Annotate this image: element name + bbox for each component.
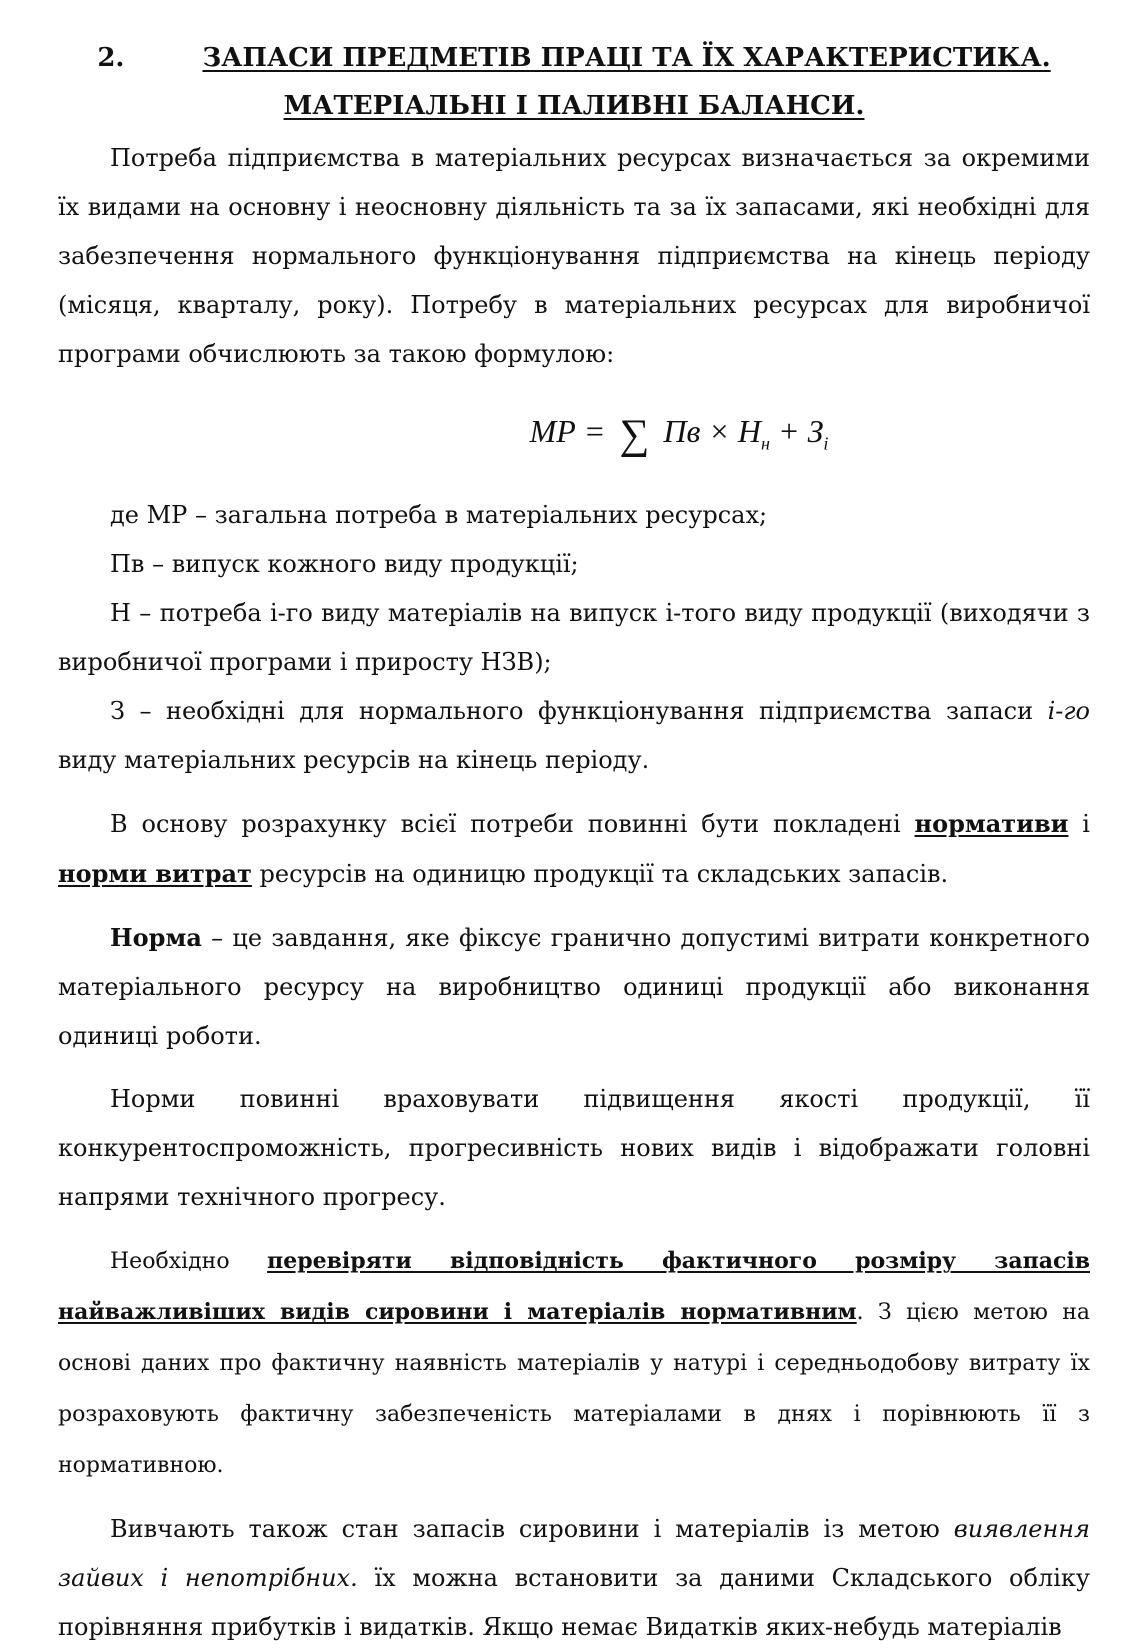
basis-and: і: [1068, 810, 1090, 839]
sum-symbol: ∑: [619, 412, 650, 458]
basis-paragraph: [58, 799, 1090, 899]
definition-mr: де МР – загальна потреба в матеріальних ресурсах;: [110, 501, 768, 530]
study-italic: виявлення зайвих і непотрібних.: [58, 1515, 1090, 1593]
heading-line-2: [58, 82, 1090, 130]
formula-term-3: З: [807, 413, 824, 449]
norma-definition: – це завдання, яке фіксує гранично допустимі витрати конкретного матеріального ресурсу на виробництво одиниці продукції або виконання одиниці роботи.: [58, 924, 1090, 1051]
basis-end: ресурсів на одиницю продукції та складських запасів.: [251, 860, 949, 889]
section-number: 2.: [97, 43, 125, 73]
formula-term-3-sub: і: [823, 433, 829, 454]
heading-line-1: [58, 34, 1090, 82]
norma-paragraph: [58, 913, 1090, 1061]
formula-lhs: МР: [529, 413, 576, 449]
formula-times: ×: [708, 413, 730, 449]
definition-z-text: З – необхідні для нормального функціонування підприємства запаси: [110, 697, 1048, 726]
definition-z: [58, 687, 1090, 785]
formula-eq: =: [583, 413, 606, 449]
study-paragraph: [58, 1505, 1090, 1652]
basis-normatyvy: нормативи: [914, 809, 1069, 839]
check-text: Необхідно: [110, 1249, 268, 1275]
heading-title-1: ЗАПАСИ ПРЕДМЕТІВ ПРАЦІ ТА ЇХ ХАРАКТЕРИСТИКА.: [202, 43, 1051, 73]
definition-n: Н – потреба і-го виду матеріалів на випуск і-того виду продукції (виходячи з виробничої програми і приросту НЗВ);: [58, 599, 1090, 677]
formula: [268, 411, 1090, 463]
norms-paragraph: Норми повинні враховувати підвищення якості продукції, її конкурентоспроможність, прогресивність нових видів і відображати головні напрями технічного прогресу.: [58, 1085, 1090, 1212]
intro-paragraph: Потреба підприємства в матеріальних ресурсах визначається за окремими їх видами на основну і неосновну діяльність та за їх запасами, які необхідні для забезпечення нормального функціонування підприємства на кінець періоду (місяця, кварталу, року). Потребу в матеріальних ресурсах для виробничої програми обчислюють за такою формулою:: [58, 144, 1090, 368]
section-heading: [58, 34, 1090, 130]
definition-z-italic: і-го: [1047, 697, 1090, 726]
formula-term-2: Н: [737, 413, 762, 449]
check-block: [58, 1236, 1090, 1491]
formula-plus: +: [777, 413, 800, 449]
definition-z-end: виду матеріальних ресурсів на кінець періоду.: [58, 746, 650, 775]
check-emphasis: перевіряти відповідність фактичного розміру запасів найважливіших видів сировини і матеріалів нормативним: [58, 1248, 1091, 1326]
study-end: їх можна встановити за даними Складського обліку порівняння прибутків і видатків. Якщо немає Видатків яких-небудь матеріалів: [58, 1564, 1091, 1642]
formula-term-2-sub: н: [761, 433, 770, 454]
check-end: . З цією метою на основі даних про фактичну наявність матеріалів у натурі і середньодобову витрату їх розраховують фактичну забезпеченість матеріалами в днях і порівнюють її з нормативною.: [58, 1300, 1090, 1479]
basis-normy-vytrat: норми витрат: [58, 859, 252, 889]
norma-term: Норма: [110, 923, 202, 953]
check-paragraph: [58, 1236, 1090, 1491]
basis-text: В основу розрахунку всієї потреби повинні бути покладені: [110, 810, 915, 839]
formula-term-1: Пв: [663, 413, 701, 449]
heading-title-2: МАТЕРІАЛЬНІ І ПАЛИВНІ БАЛАНСИ.: [283, 91, 865, 121]
definition-pv: Пв – випуск кожного виду продукції;: [110, 550, 579, 579]
study-text: Вивчають також стан запасів сировини і матеріалів із метою: [110, 1515, 954, 1544]
